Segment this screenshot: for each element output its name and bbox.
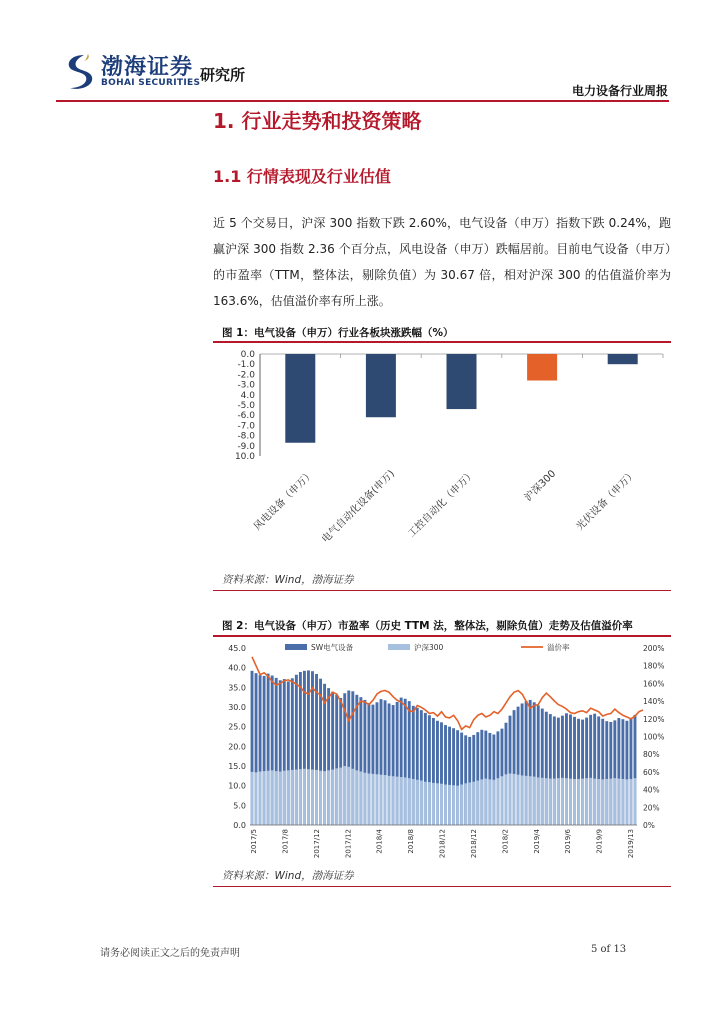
bar-hs300 <box>335 768 338 825</box>
bar-hs300 <box>347 767 350 825</box>
y-tick-label: -1.0 <box>237 360 255 371</box>
bar-hs300 <box>263 771 266 825</box>
bar-hs300 <box>501 776 504 825</box>
bar-hs300 <box>363 773 366 825</box>
bar-hs300 <box>436 783 439 825</box>
x-tick-label: 2019/6 <box>564 829 573 854</box>
bar-hs300 <box>359 772 362 825</box>
bar-hs300 <box>460 784 463 825</box>
bar-hs300 <box>517 775 520 825</box>
bar-hs300 <box>529 776 532 825</box>
institute-label: 研究所 <box>200 66 246 84</box>
bar-hs300 <box>468 783 471 825</box>
left-tick-label: 20.0 <box>228 742 246 752</box>
bar-hs300 <box>561 778 564 825</box>
bar-hs300 <box>367 773 370 825</box>
x-category-label: 风电设备（申万） <box>252 468 317 533</box>
x-category-label: 电气自动化设备(申万) <box>320 468 398 546</box>
bar-hs300 <box>440 784 443 825</box>
bar-hs300 <box>380 775 383 825</box>
left-tick-label: 10.0 <box>228 781 246 791</box>
bar-hs300 <box>621 779 624 825</box>
bar-hs300 <box>444 784 447 825</box>
bar-hs300 <box>384 775 387 825</box>
bar-hs300 <box>476 781 479 825</box>
report-type-label: 电力设备行业周报 <box>571 84 668 98</box>
bar-hs300 <box>271 770 274 825</box>
bar-hs300 <box>617 779 620 825</box>
bar-hs300 <box>577 779 580 825</box>
bar-hs300 <box>565 778 568 825</box>
bar-hs300 <box>291 770 294 825</box>
bar <box>285 354 315 443</box>
bar-hs300 <box>416 780 419 825</box>
bar-hs300 <box>480 779 483 825</box>
bar <box>608 354 638 364</box>
left-tick-label: 5.0 <box>233 801 246 811</box>
bar-hs300 <box>303 769 306 825</box>
right-tick-label: 120% <box>643 714 665 724</box>
bar-hs300 <box>412 779 415 825</box>
premium-line <box>252 657 643 730</box>
x-tick-label: 2018/8 <box>407 829 416 854</box>
left-tick-label: 0.0 <box>233 821 246 830</box>
bar-hs300 <box>609 779 612 825</box>
bar-hs300 <box>513 774 516 825</box>
bar-hs300 <box>634 778 637 825</box>
right-tick-label: 160% <box>643 679 665 689</box>
right-tick-label: 60% <box>643 767 660 777</box>
bar-hs300 <box>464 783 467 825</box>
right-tick-label: 100% <box>643 732 665 742</box>
bar-hs300 <box>557 778 560 825</box>
x-tick-label: 2019/9 <box>595 829 604 854</box>
x-category-label: 沪深300 <box>522 468 559 504</box>
right-tick-label: 0% <box>643 821 655 830</box>
right-tick-label: 20% <box>643 803 660 813</box>
bar-hs300 <box>585 778 588 825</box>
y-tick-label: -6.0 <box>237 411 255 422</box>
x-category-label: 工控自动化（申万） <box>406 468 478 540</box>
left-tick-label: 15.0 <box>228 762 246 771</box>
bar-hs300 <box>339 768 342 825</box>
bar-hs300 <box>275 771 278 825</box>
bar-hs300 <box>287 770 290 825</box>
figure2-top-rule <box>213 635 671 637</box>
figure2-combo-chart <box>213 638 671 860</box>
bar-hs300 <box>372 774 375 825</box>
bar-hs300 <box>545 778 548 825</box>
figure1-bar-chart <box>213 344 671 566</box>
bar-hs300 <box>630 779 633 825</box>
x-tick-label: 2017/12 <box>344 829 353 859</box>
bar-hs300 <box>408 778 411 825</box>
bar-hs300 <box>428 782 431 825</box>
logo-english-name: BOHAI SECURITIES <box>101 78 201 88</box>
bar-hs300 <box>388 776 391 825</box>
left-tick-label: 40.0 <box>228 663 246 673</box>
bar-hs300 <box>400 777 403 825</box>
bar-hs300 <box>279 772 282 825</box>
bar-hs300 <box>404 777 407 825</box>
bar-hs300 <box>295 770 298 825</box>
figure2-bottom-rule <box>213 886 671 887</box>
legend-label: 溢价率 <box>547 643 570 652</box>
bar-hs300 <box>537 777 540 825</box>
right-tick-label: 40% <box>643 785 660 795</box>
bar-hs300 <box>533 777 536 825</box>
x-tick-label: 2019/13 <box>627 829 635 859</box>
bar-hs300 <box>355 770 358 825</box>
bar-hs300 <box>597 779 600 825</box>
bar-hs300 <box>573 779 576 825</box>
y-tick-label: 4.0 <box>240 390 255 401</box>
figure1-bottom-rule <box>213 590 671 591</box>
bar <box>447 354 477 409</box>
legend-swatch <box>388 644 410 650</box>
bar-hs300 <box>496 778 499 825</box>
bar-hs300 <box>376 774 379 825</box>
bar-hs300 <box>549 779 552 825</box>
bar-hs300 <box>307 769 310 825</box>
bar-hs300 <box>525 776 528 825</box>
bar-hs300 <box>589 778 592 825</box>
bar-hs300 <box>593 779 596 825</box>
figure1-title: 图 1：电气设备（申万）行业各板块涨跌幅（%） <box>222 327 454 339</box>
bar-hs300 <box>448 785 451 825</box>
bar-hs300 <box>601 779 604 825</box>
bar-hs300 <box>432 783 435 825</box>
bar-hs300 <box>541 778 544 825</box>
y-tick-label: -5.0 <box>237 401 255 411</box>
bar-hs300 <box>259 772 262 825</box>
legend-label: 沪深300 <box>414 643 444 652</box>
bar-hs300 <box>553 779 556 825</box>
x-tick-label: 2017/8 <box>281 829 290 854</box>
bar-hs300 <box>327 770 330 825</box>
bar-hs300 <box>625 779 628 825</box>
bar-hs300 <box>343 766 346 825</box>
bar-hs300 <box>505 774 508 825</box>
bar-hs300 <box>509 773 512 825</box>
bar-hs300 <box>488 779 491 825</box>
bohai-logo-icon <box>62 52 96 92</box>
x-tick-label: 2019/4 <box>532 829 541 854</box>
header-divider <box>56 100 669 102</box>
x-tick-label: 2018/12 <box>438 829 447 859</box>
y-tick-label: -7.0 <box>237 421 255 432</box>
bar-hs300 <box>484 779 487 825</box>
x-tick-label: 2017/5 <box>250 829 258 854</box>
right-tick-label: 200% <box>643 644 665 653</box>
bar-hs300 <box>456 786 459 825</box>
right-tick-label: 180% <box>643 661 665 671</box>
right-tick-label: 140% <box>643 697 665 707</box>
logo-chinese-name: 渤海证券 <box>101 54 194 80</box>
y-tick-label: -2.0 <box>237 370 255 381</box>
x-tick-label: 2017/12 <box>312 829 321 859</box>
bar-hs300 <box>581 779 584 825</box>
bar-hs300 <box>396 777 399 825</box>
x-tick-label: 2018/2 <box>501 829 510 854</box>
section-heading: 1. 行业走势和投资策略 <box>213 109 422 133</box>
bar-hs300 <box>613 778 616 825</box>
left-tick-label: 45.0 <box>228 644 246 653</box>
y-tick-label: 10.0 <box>234 452 255 462</box>
bar-hs300 <box>283 771 286 825</box>
bar-hs300 <box>323 771 326 825</box>
bar-hs300 <box>605 779 608 825</box>
bar-hs300 <box>392 776 395 825</box>
legend-label: SW电气设备 <box>311 643 354 652</box>
bar-hs300 <box>351 769 354 825</box>
bar-hs300 <box>267 771 270 825</box>
bar-hs300 <box>311 770 314 825</box>
figure2-source: 资料来源：Wind，渤海证券 <box>222 870 354 882</box>
subsection-heading: 1.1 行情表现及行业估值 <box>213 167 391 186</box>
bar-hs300 <box>492 780 495 825</box>
y-tick-label: -9.0 <box>237 441 255 452</box>
y-tick-label: -3.0 <box>237 380 255 391</box>
bar-hs300 <box>452 785 455 825</box>
figure1-source: 资料来源：Wind，渤海证券 <box>222 574 354 586</box>
x-tick-label: 2018/4 <box>375 829 384 854</box>
bar-hs300 <box>299 769 302 825</box>
figure1-top-rule <box>213 341 671 343</box>
bar-hs300 <box>472 782 475 825</box>
bar-hs300 <box>315 770 318 825</box>
body-paragraph: 近 5 个交易日，沪深 300 指数下跌 2.60%，电气设备（申万）指数下跌 0.24%，跑赢沪深 300 指数 2.36 个百分点，风电设备（申万）跌幅居前。目前电气设备（申万）的市盈率（TTM，整体法，剔除负值）为 30.67 倍，相对沪深 300 的估值溢价率为 163.6%，估值溢价率有所上涨。 <box>213 216 671 308</box>
bar <box>527 354 557 381</box>
bar-hs300 <box>251 772 254 825</box>
bar-hs300 <box>331 770 334 825</box>
bar-hs300 <box>424 782 427 825</box>
figure2-title: 图 2：电气设备（申万）市盈率（历史 TTM 法，整体法，剔除负值）走势及估值溢价率 <box>222 620 633 632</box>
left-tick-label: 25.0 <box>228 722 246 732</box>
right-tick-label: 80% <box>643 750 660 760</box>
y-tick-label: 0.0 <box>240 350 255 360</box>
bar-hs300 <box>420 781 423 825</box>
bar-hs300 <box>569 779 572 825</box>
x-tick-label: 2018/12 <box>469 829 478 859</box>
legend-swatch <box>285 644 307 650</box>
bar-hs300 <box>319 771 322 825</box>
bar-hs300 <box>521 775 524 825</box>
x-category-label: 光伏设备（申万） <box>574 468 639 533</box>
bar-hs300 <box>255 772 258 825</box>
left-tick-label: 30.0 <box>228 703 246 712</box>
left-tick-label: 35.0 <box>228 683 246 693</box>
bar <box>366 354 396 417</box>
footer-disclaimer: 请务必阅读正文之后的免责声明 <box>100 948 240 959</box>
y-tick-label: -8.0 <box>237 431 255 442</box>
page-number: 5 of 13 <box>591 944 627 955</box>
